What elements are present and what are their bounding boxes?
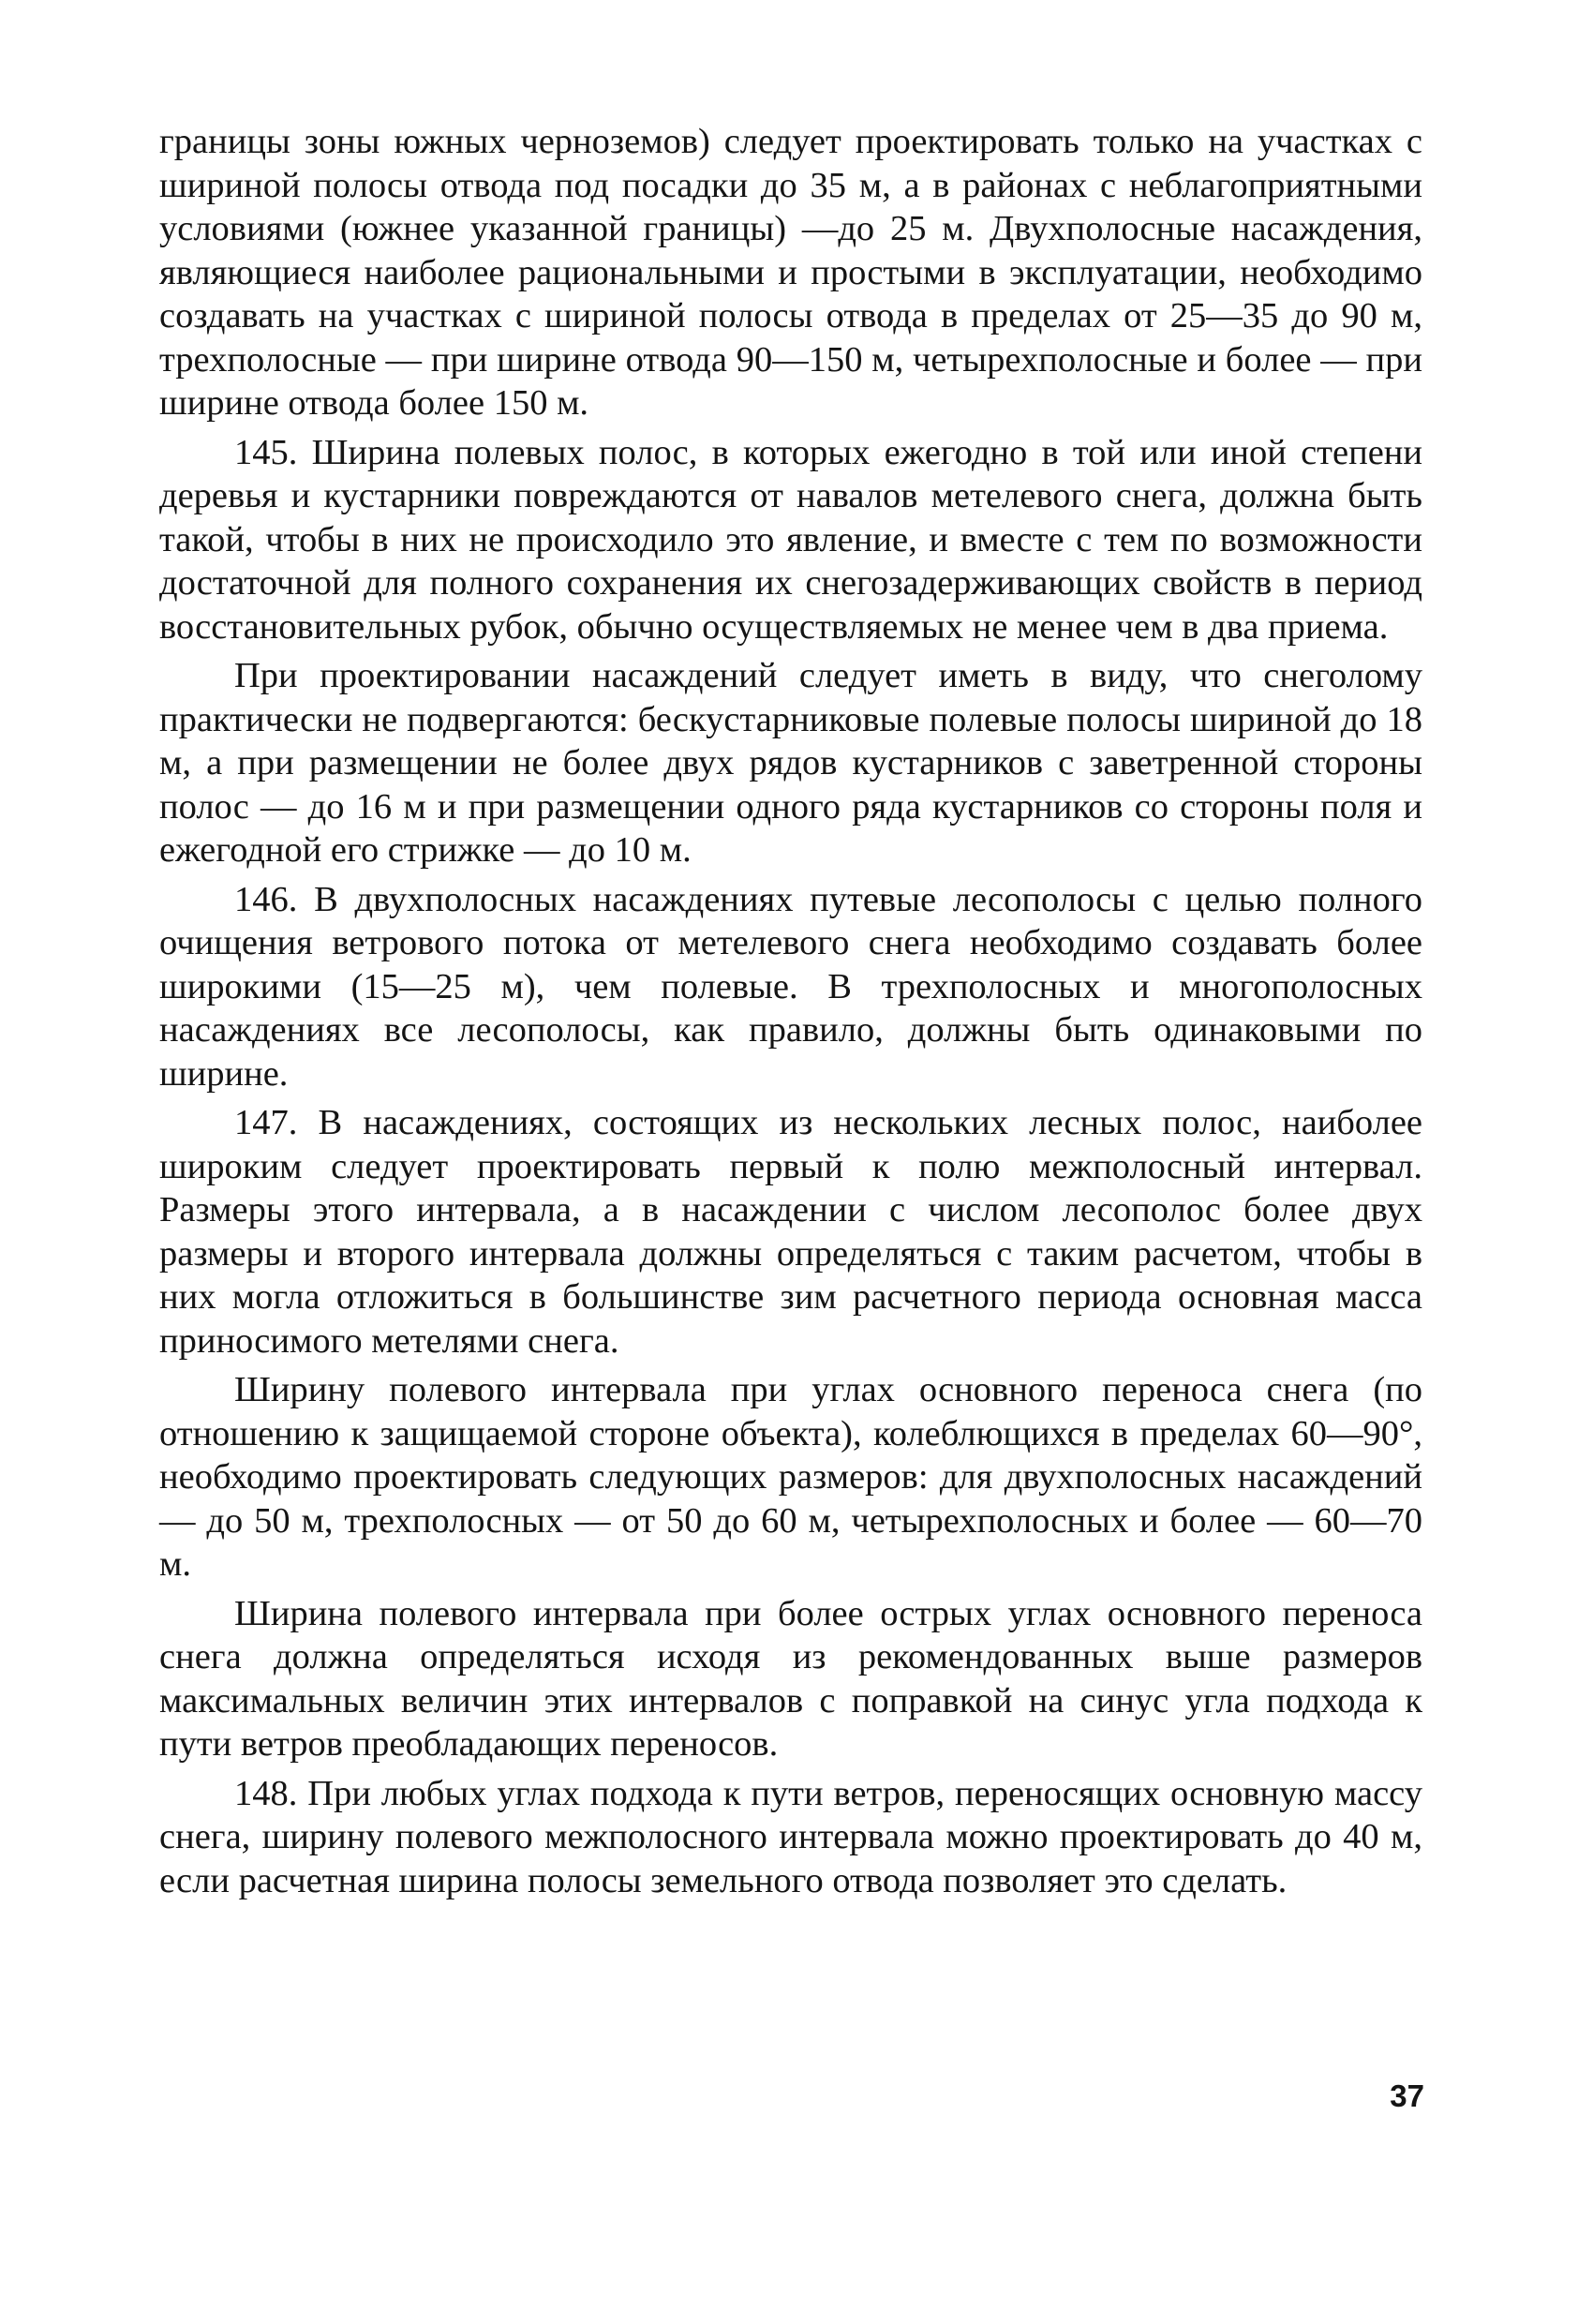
paragraph-145-note: При проектировании насаждений следует иметь в виду, что снеголому практически не подвергаются: бескустарниковые полевые полосы шириной до 18 м, а при размещении не более двух рядов кустарников с заветренной стороны полос — до 16 м и при размещении одного ряда кустарников со стороны поля и ежегодной его стрижке — до 10 м. [159,656,1422,870]
page-body [159,120,1422,1908]
paragraph-145: 145. Ширина полевых полос, в которых ежегодно в той или иной степени деревья и кустарники повреждаются от навалов метелевого снега, должна быть такой, чтобы в них не происходило это явление, и вместе с тем по возможности достаточной для полного сохранения их снегозадерживающих свойств в период восстановительных рубок, обычно осуществляемых не менее чем в два приема. [159,432,1422,647]
paragraph-146: 146. В двухполосных насаждениях путевые лесополосы с целью полного очищения ветрового потока от метелевого снега необходимо создавать более широкими (15—25 м), чем полевые. В трехполосных и многополосных насаждениях все лесополосы, как правило, должны быть одинаковыми по ширине. [159,879,1422,1094]
paragraph-148: 148. При любых углах подхода к пути ветров, переносящих основную массу снега, ширину полевого межполосного интервала можно проектировать до 40 м, если расчетная ширина полосы земельного отвода позволяет это сделать. [159,1773,1422,1900]
paragraph-147: 147. В насаждениях, состоящих из нескольких лесных полос, наиболее широким следует проектировать первый к полю межполосный интервал. Размеры этого интервала, а в насаждении с числом лесополос более двух размеры и второго интервала должны определяться с таким расчетом, чтобы в них могла отложиться в большинстве зим расчетного периода основная масса приносимого метелями снега. [159,1103,1422,1361]
paragraph-continuation: границы зоны южных черноземов) следует проектировать только на участках с шириной полосы отвода под посадки до 35 м, а в районах с неблагоприятными условиями (южнее указанной границы) —до 25 м. Двухполосные насаждения, являющиеся наиболее рациональными и простыми в эксплуатации, необходимо создавать на участках с шириной полосы отвода в пределах от 25—35 до 90 м, трехполосные — при ширине отвода 90—150 м, четырехполосные и более — при ширине отвода более 150 м. [159,122,1422,423]
paragraph-147-angles: Ширина полевого интервала при более острых углах основного переноса снега должна определяться исходя из рекомендованных выше размеров максимальных величин этих интервалов с поправкой на синус угла подхода к пути ветров преобладающих переносов. [159,1593,1422,1764]
paragraph-147-width: Ширину полевого интервала при углах основного переноса снега (по отношению к защищаемой стороне объекта), колеблющихся в пределах 60—90°, необходимо проектировать следующих размеров: для двухполосных насаждений — до 50 м, трехполосных — от 50 до 60 м, четырехполосных и более — 60—70 м. [159,1370,1422,1584]
page-number: 37 [1390,2078,1424,2113]
